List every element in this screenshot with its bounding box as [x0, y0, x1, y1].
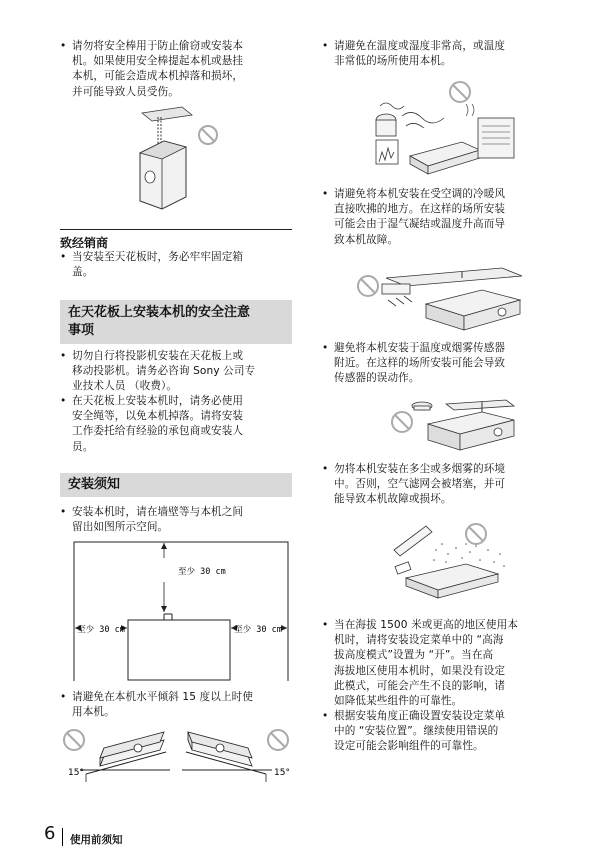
clearance-label-top: 至少 30 cm — [178, 567, 226, 577]
footer-section-title: 使用前须知 — [70, 834, 123, 846]
clearance-diagram — [70, 538, 292, 683]
text-line: 中。否则，空气滤网会被堵塞，并可 — [334, 478, 506, 491]
text-line: 中的 “安装位置”。继续使用错误的 — [334, 725, 499, 738]
text-line: 设定可能会影响组件的可靠性。 — [334, 740, 484, 753]
prohibited-icon — [450, 82, 470, 102]
right-bullet-installation-position — [322, 709, 505, 755]
left-bullet-ceiling-2 — [60, 394, 243, 455]
prohibited-icon — [466, 524, 486, 544]
text-line: 如降低某些组件的可靠性。 — [334, 695, 463, 708]
text-line: 此模式，可能会产生不良的影响，诸 — [334, 679, 506, 692]
text-line: 并可能导致人员受伤。 — [72, 85, 179, 98]
text-line: 致本机故障。 — [334, 233, 399, 246]
text-line: 安全绳等，以免本机掉落。请将安装 — [72, 410, 244, 423]
text-line: • 当在海拔 1500 米或更高的地区使用本 — [334, 619, 519, 631]
text-line: 拔高度模式”设置为 “开”。当在高 — [334, 649, 494, 662]
text-line: • 安装本机时，请在墙壁等与本机之间 — [72, 506, 244, 518]
install-section-title — [60, 473, 292, 497]
left-bullet-install-2 — [60, 690, 253, 720]
smoke-sensor-illustration — [386, 398, 516, 456]
text-line: • 根据安装角度正确设置安装设定菜单 — [334, 710, 506, 722]
text-line: • 请避免将本机安装在受空调的冷暖风 — [334, 188, 506, 200]
footer-divider — [62, 828, 63, 846]
right-bullet-temperature — [322, 39, 505, 69]
text-line: • 在天花板上安装本机时，请务必使用 — [72, 395, 244, 407]
heat-humidity-illustration — [370, 78, 530, 180]
tilt-illustration — [60, 726, 292, 784]
ceiling-section-title — [60, 300, 292, 344]
dust-smoke-illustration — [376, 520, 516, 600]
dealer-heading: 致经销商 — [60, 236, 109, 250]
hanging-projector-illustration — [120, 105, 230, 215]
text-line: 本机，可能会造成本机掉落和损坏， — [72, 70, 244, 83]
text-line: • 请避免在本机水平倾斜 15 度以上时使 — [72, 691, 254, 703]
prohibited-icon — [64, 730, 84, 750]
right-bullet-altitude — [322, 618, 518, 709]
tilt-label-right: 15° — [274, 768, 290, 778]
text-line: 能导致本机故障或损坏。 — [334, 493, 452, 506]
left-bullet-ceiling-1 — [60, 349, 255, 395]
page-number: 6 — [44, 823, 56, 844]
prohibited-icon — [358, 276, 378, 296]
text-line: 传感器的误动作。 — [334, 372, 420, 385]
right-bullet-dust — [322, 462, 505, 508]
text-line: • 当安装至天花板时，务必牢牢固定箱 — [72, 251, 244, 263]
left-bullet-install-1 — [60, 505, 243, 535]
text-line: 业技术人员 （收费）。 — [72, 380, 178, 393]
text-line: • 勿将本机安装在多尘或多烟雾的环境 — [334, 463, 506, 475]
left-bullet-dealer — [60, 250, 243, 280]
title-line: 在天花板上安装本机的安全注意 — [68, 305, 251, 320]
prohibited-icon — [268, 730, 288, 750]
text-line: 盖。 — [72, 266, 94, 279]
clearance-label-right: 至少 30 cm — [234, 625, 282, 635]
text-line: 留出如图所示空间。 — [72, 521, 169, 534]
text-line: 用本机。 — [72, 706, 115, 719]
text-line: • 请避免在温度或湿度非常高，或温度 — [334, 40, 506, 52]
right-bullet-sensor — [322, 341, 505, 387]
text-line: 直接吹拂的地方。在这样的场所安装 — [334, 203, 506, 216]
text-line: 机时，请将安装设定菜单中的 “高海 — [334, 634, 504, 647]
tilt-label-left: 15° — [68, 768, 84, 778]
text-line: 海拔地区使用本机时，如果没有设定 — [334, 664, 506, 677]
left-bullet-security-bar — [60, 39, 243, 100]
clearance-label-left: 至少 30 cm — [77, 625, 125, 635]
text-line: 员。 — [72, 440, 94, 453]
section-divider — [60, 229, 292, 230]
text-line: • 避免将本机安装于温度或烟雾传感器 — [334, 342, 506, 354]
title-line: 安装须知 — [68, 477, 121, 492]
right-bullet-air-conditioning — [322, 187, 505, 248]
air-conditioner-illustration — [352, 264, 528, 336]
text-line: 机。如果使用安全棒提起本机或悬挂 — [72, 55, 244, 68]
text-line: 非常低的场所使用本机。 — [334, 55, 452, 68]
prohibited-icon — [392, 412, 412, 432]
text-line: 可能会由于湿气凝结或温度升高而导 — [334, 218, 506, 231]
text-line: • 请勿将安全棒用于防止偷窃或安装本 — [72, 40, 244, 52]
text-line: 附近。在这样的场所安装可能会导致 — [334, 357, 506, 370]
title-line: 事项 — [68, 323, 95, 338]
text-line: 工作委托给有经验的承包商或安装人 — [72, 425, 244, 438]
text-line: • 切勿自行将投影机安装在天花板上或 — [72, 350, 244, 362]
text-line: 移动投影机。请务必咨询 Sony 公司专 — [72, 365, 256, 378]
